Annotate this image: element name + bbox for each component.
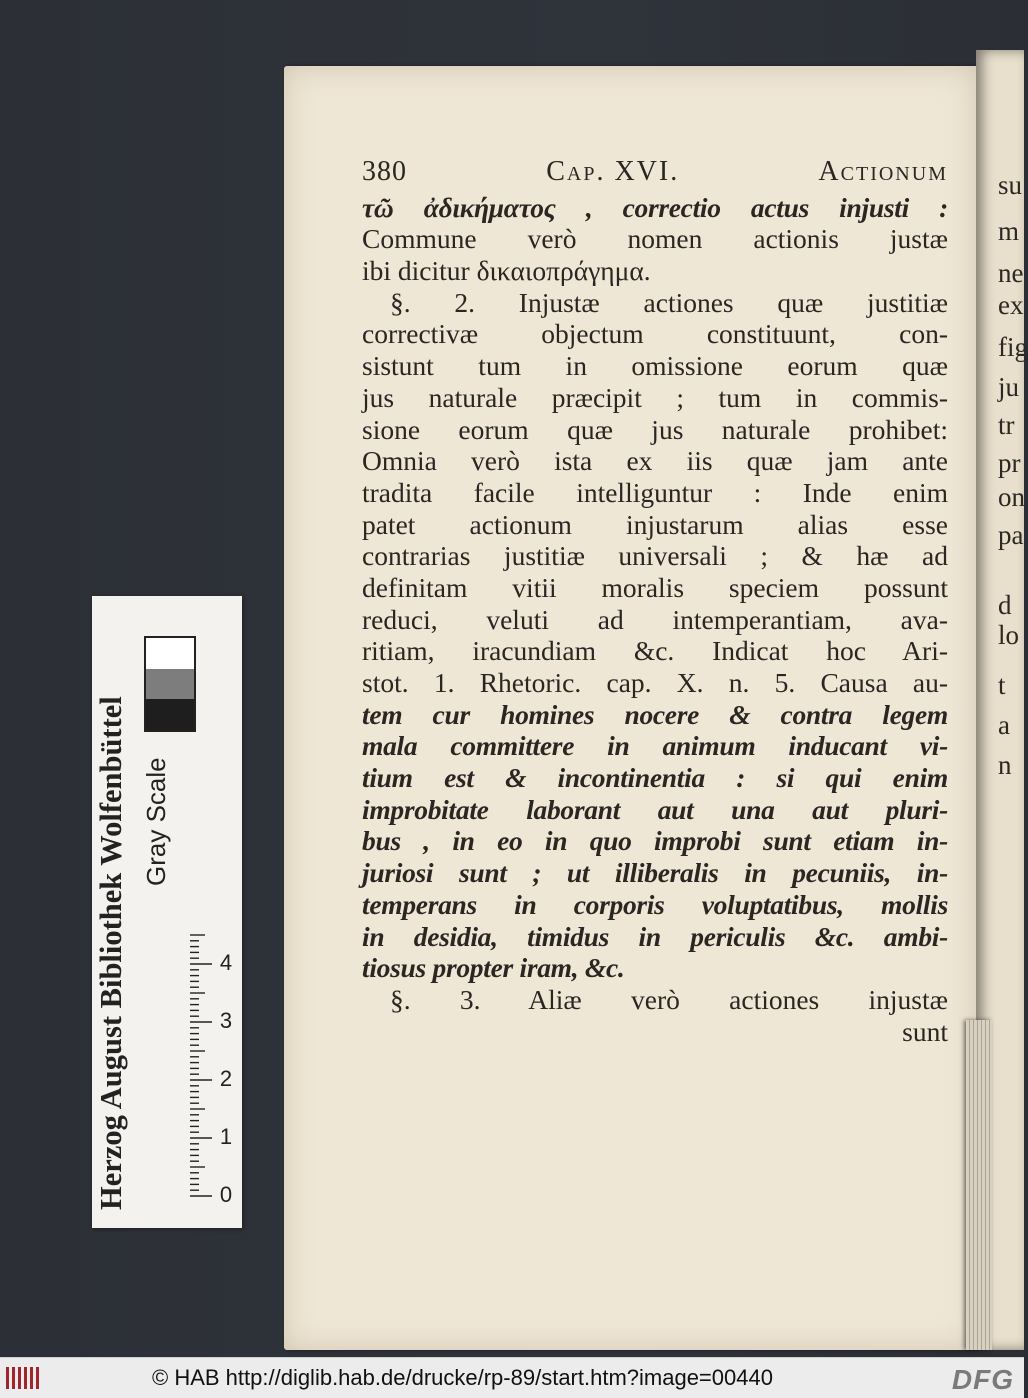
text-line: jus naturale præcipit ; tum in commis- (362, 381, 948, 413)
page-text (362, 156, 948, 1047)
gray-scale-label: Gray Scale (141, 757, 171, 886)
text-line: in desidia, timidus in periculis &c. ambi- (362, 920, 948, 952)
text-line: reduci, veluti ad intemperantiam, ava- (362, 603, 948, 635)
text-line: stot. 1. Rhetoric. cap. X. n. 5. Causa au- (362, 667, 948, 699)
ruler-number: 4 (219, 950, 233, 975)
facing-text-fragment: ex (998, 290, 1024, 320)
facing-text-fragment: lo (998, 620, 1020, 650)
text-line: sistunt tum in omissione eorum quæ (362, 350, 948, 382)
text-line: mala committere in animum inducant vi- (362, 730, 948, 762)
gray-swatch (146, 699, 194, 730)
text-line: tradita facile intelliguntur : Inde enim (362, 476, 948, 508)
text-line: ritiam, iracundiam &c. Indicat hoc Ari- (362, 635, 948, 667)
facing-text-fragment: t (998, 670, 1006, 700)
text-line: temperans in corporis voluptatibus, mollis (362, 888, 948, 920)
text-line: bus , in eo in quo improbi sunt etiam in- (362, 825, 948, 857)
text-line: tium est & incontinentia : si qui enim (362, 762, 948, 794)
library-name: Herzog August Bibliothek Wolfenbüttel (94, 696, 128, 1210)
text-line: Omnia verò ista ex iis quæ jam ante (362, 445, 948, 477)
facing-text-fragment: pa (998, 520, 1024, 550)
footer-bar (0, 1357, 1024, 1398)
facing-text-fragment: d (998, 590, 1012, 620)
gray-swatch (146, 638, 194, 669)
text-line: improbitate laborant aut una aut pluri- (362, 793, 948, 825)
color-scale-card (92, 596, 242, 1228)
text-line: definitam vitii moralis speciem possunt (362, 571, 948, 603)
facing-text-fragment: su (998, 170, 1023, 200)
text-line: sione eorum quæ jus naturale prohibet: (362, 413, 948, 445)
facing-text-fragment: fig (998, 332, 1028, 362)
text-line: Commune verò nomen actionis justæ (362, 223, 948, 255)
text-line: juriosi sunt ; ut illiberalis in pecuniis, in- (362, 857, 948, 889)
facing-text-fragment: n (998, 750, 1012, 780)
dfg-logo: DFG (951, 1364, 1014, 1395)
scale-card-content (92, 596, 242, 1228)
copyright-url[interactable]: © HAB http://diglib.hab.de/drucke/rp-89/start.htm?image=00440 (152, 1365, 773, 1390)
text-line: sunt (902, 1015, 948, 1047)
text-line: §. 3. Aliæ verò actiones injustæ (390, 983, 948, 1015)
page-edges (966, 1020, 992, 1350)
facing-text-fragment: m (998, 216, 1020, 246)
page-number: 380 (362, 156, 407, 187)
facing-text-fragment: ne (998, 258, 1024, 288)
book-page (284, 66, 976, 1350)
text-line: ibi dicitur δικαιοπράγημα. (362, 255, 651, 287)
facing-text-fragment: ju (998, 372, 1020, 402)
ruler-number: 2 (219, 1066, 233, 1091)
chapter-heading: Cap. XVI. (546, 156, 680, 187)
text-line: contrarias justitiæ universali ; & hæ ad (362, 540, 948, 572)
cm-ruler (190, 904, 240, 1207)
ruler-number: 3 (219, 1008, 233, 1033)
ruler-number: 0 (219, 1182, 233, 1207)
hab-logo-icon (6, 1367, 42, 1389)
facing-text-fragment: pr (998, 448, 1021, 478)
text-line: τῶ ἀδικήματος , correctio actus injusti : (362, 191, 948, 223)
gray-scale-swatches (144, 636, 196, 732)
facing-text-fragment: tr (998, 410, 1015, 440)
text-line: §. 2. Injustæ actiones quæ justitiæ (390, 286, 948, 318)
running-title: Actionum (818, 156, 948, 187)
facing-text-fragment: on (998, 482, 1025, 512)
text-line: tiosus propter iram, &c. (362, 952, 625, 984)
text-line: patet actionum injustarum alias esse (362, 508, 948, 540)
text-lines (362, 192, 948, 1048)
ruler-number: 1 (219, 1124, 233, 1149)
gray-swatch (146, 669, 194, 700)
text-line: correctivæ objectum constituunt, con- (362, 318, 948, 350)
running-head (362, 156, 948, 188)
facing-text-fragment: a (998, 710, 1010, 740)
text-line: tem cur homines nocere & contra legem (362, 698, 948, 730)
